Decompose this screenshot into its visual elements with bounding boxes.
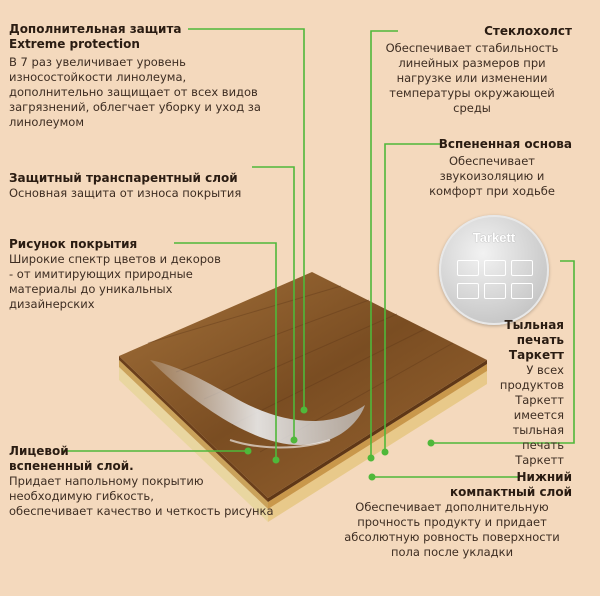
transparent-layer-desc: Основная защита от износа покрытия bbox=[9, 186, 242, 200]
annotation-fiberglass bbox=[372, 24, 572, 116]
pattern-desc: Широкие спектр цветов и декоров - от имитирующих природные материалы до уникальных дизайнерских bbox=[9, 252, 221, 311]
face-foam-title-2: вспененный слой. bbox=[9, 459, 134, 473]
face-foam-title-1: Лицевой bbox=[9, 444, 69, 458]
bottom-layer-title-1: Нижний bbox=[516, 470, 572, 484]
annotation-transparent-layer bbox=[9, 171, 289, 201]
back-print-title-1: Тыльная bbox=[504, 318, 564, 332]
annotation-bottom-layer bbox=[332, 470, 572, 560]
bottom-layer-desc: Обеспечивает дополнительную прочность продукту и придает абсолютную ровность поверхности пола после укладки bbox=[344, 500, 560, 559]
foam-base-desc: Обеспечивает звукоизоляцию и комфорт при ходьбе bbox=[429, 154, 555, 198]
years-icon bbox=[511, 260, 533, 276]
tarkett-badge bbox=[439, 215, 549, 325]
barcode-icon bbox=[457, 260, 479, 276]
fiberglass-desc: Обеспечивает стабильность линейных размеров при нагрузке или изменении температуры окружающей среды bbox=[385, 41, 559, 115]
room-icon bbox=[511, 283, 533, 299]
back-print-title-3: Таркетт bbox=[508, 348, 564, 362]
tarkett-brand: Tarkett bbox=[472, 230, 516, 245]
annotation-back-print bbox=[474, 318, 564, 468]
face-foam-desc: Придает напольному покрытию необходимую гибкость, обеспечивает качество и четкость рисунка bbox=[9, 474, 274, 518]
annotation-foam-base bbox=[412, 137, 572, 199]
extreme-protection-desc: В 7 раз увеличивает уровень износостойкости линолеума, дополнительно защищает от всех видов загрязнений, облегчает уборку и уход за линолеумом bbox=[9, 55, 261, 129]
extreme-protection-subtitle: Extreme protection bbox=[9, 37, 140, 51]
leader-back-print bbox=[560, 261, 574, 322]
annotation-pattern bbox=[9, 237, 289, 312]
back-print-desc: У всех продуктов Таркетт имеется тыльная печать Таркетт bbox=[499, 363, 564, 467]
pattern-title: Рисунок покрытия bbox=[9, 237, 138, 251]
wheel-icon bbox=[484, 283, 506, 299]
back-print-title-2: печать bbox=[516, 333, 564, 347]
bottom-layer-title-2: компактный слой bbox=[450, 485, 572, 499]
annotation-face-foam bbox=[9, 444, 289, 519]
brush-icon bbox=[484, 260, 506, 276]
annotation-extreme-protection bbox=[9, 22, 309, 130]
transparent-layer-title: Защитный транспарентный слой bbox=[9, 171, 238, 185]
extreme-protection-title: Дополнительная защита bbox=[9, 22, 182, 36]
foam-base-title: Вспененная основа bbox=[438, 137, 572, 151]
fiberglass-title: Стеклохолст bbox=[484, 24, 572, 38]
chair-icon bbox=[457, 283, 479, 299]
